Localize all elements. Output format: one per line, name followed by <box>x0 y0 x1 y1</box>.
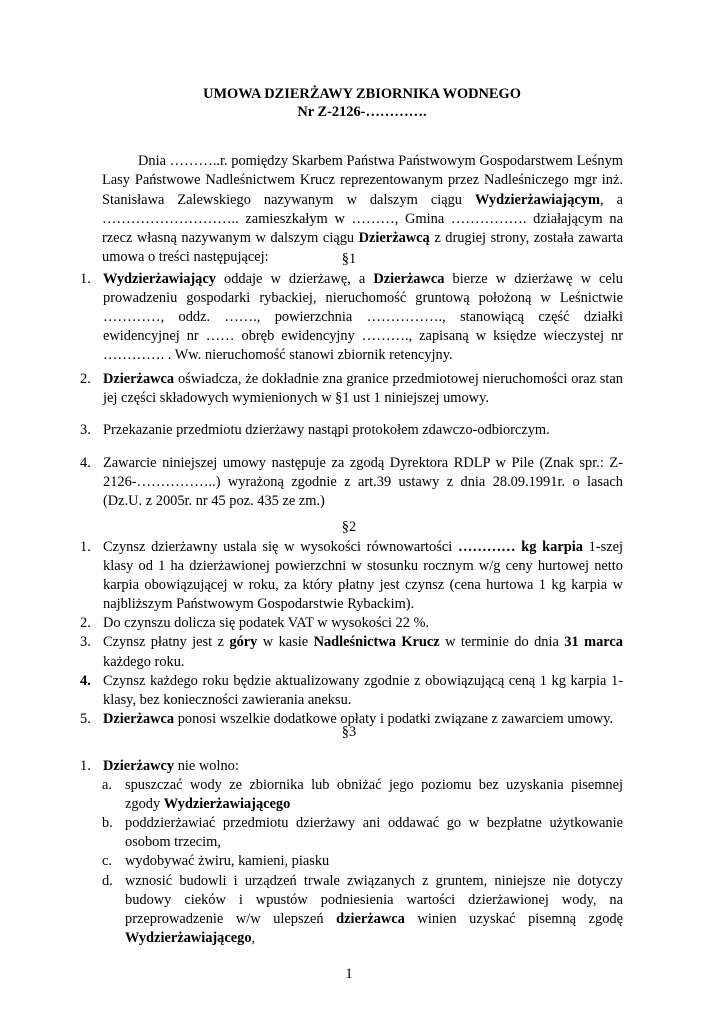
list-item: 3. Czynsz płatny jest z góry w kasie Nadleśnictwa Krucz w terminie do dnia 31 marca każdego roku. <box>80 634 623 670</box>
list-item: 4. Czynsz każdego roku będzie aktualizowany zgodnie z obowiązującą ceną 1 kg karpia 1-klasy, bez konieczności zawierania aneksu. <box>80 672 623 708</box>
list-item: 1. Dzierżawcy nie wolno: a. spuszczać wody ze zbiornika lub obniżać jego poziomu bez uzyskania pisemnej zgody Wydzierżawiającego b. poddzierżawiać przedmiotu dzierżawy ani oddawać go w bezpłatne użytkowanie osobom trzecim, c. wydobywać żwiru, kamieni, piasku d. wznosić budowli i urządzeń trwale związanych z gruntem, niniejsze nie dotyczy budowy cieków i wpustów podniesienia wartości dzierżawionej wody, na przeprowadzenie w/w ulepszeń dzierżawca winien uzyskać pisemną zgodę Wydzierżawiającego, <box>80 757 623 948</box>
list-item: 2. Dzierżawca oświadcza, że dokładnie zna granice przedmiotowej nieruchomości oraz stan jej części składowych wymienionych w §1 ust 1 niniejszej umowy. <box>80 371 623 407</box>
list-item: 4. Zawarcie niniejszej umowy następuje za zgodą Dyrektora RDLP w Pile (Znak spr.: Z-2126-……………..) wyrażoną zgodnie z art.39 ustawy z dnia 28.09.1991r. o lasach (Dz.U. z 2005r. nr 45 poz. 435 ze zm.) <box>80 455 623 510</box>
intro-paragraph: Dnia ………..r. pomiędzy Skarbem Państwa Państwowym Gospodarstwem Leśnym Lasy Państwowe Nadleśnictwem Krucz reprezentowanym przez Nadleśniczego mgr inż. Stanisława Zalewskiego nazywanym w dalszym ciągu Wydzierżawiającym, a ……………………….. zamieszkałym w ………, Gmina ……………. działającym na rzecz własną nazywanym w dalszym ciągu Dzierżawcą z drugiej strony, została zawarta umowa o treści następującej: <box>102 153 623 266</box>
list-item: 1. Wydzierżawiający oddaje w dzierżawę, a Dzierżawca bierze w dzierżawę w celu prowadzeniu gospodarki rybackiej, nieruchomość gruntową położoną w Leśnictwie …………, oddz. ……., powierzchnia ……………., stanowiącą część działki ewidencyjnej nr …… obręb ewidencyjny ………., zapisaną w księdze wieczystej nr …………. . Ww. nieruchomość stanowi zbiornik retencyjny. <box>80 271 623 364</box>
list-item: 3. Przekazanie przedmiotu dzierżawy nastąpi protokołem zdawczo-odbiorczym. <box>80 422 550 438</box>
sub-list-item: d. wznosić budowli i urządzeń trwale związanych z gruntem, niniejsze nie dotyczy budowy cieków i wpustów podniesienia wartości dzierżawionej wody, na przeprowadzenie w/w ulepszeń dzierżawca winien uzyskać pisemną zgodę Wydzierżawiającego, <box>102 872 623 946</box>
section-1-list-3 <box>80 421 623 440</box>
sub-list-item: a. spuszczać wody ze zbiornika lub obniżać jego poziomu bez uzyskania pisemnej zgody Wydzierżawiającego <box>102 777 623 813</box>
sub-list-item: b. poddzierżawiać przedmiotu dzierżawy ani oddawać go w bezpłatne użytkowanie osobom trzecim, <box>102 815 623 851</box>
section-3-list <box>80 757 623 948</box>
page-number: 1 <box>345 966 353 982</box>
contract-number: Nr Z-2126-…………. <box>297 104 427 120</box>
list-item: 2. Do czynszu dolicza się podatek VAT w wysokości 22 %. <box>80 615 430 632</box>
section-2-list <box>80 538 623 729</box>
section-3-sublist <box>80 776 623 948</box>
section-heading-3: §3 <box>341 724 357 740</box>
section-heading-1: §1 <box>341 251 357 267</box>
sub-list-item: c. wydobywać żwiru, kamieni, piasku <box>102 853 330 870</box>
section-1-list <box>80 270 623 365</box>
section-heading-2: §2 <box>341 519 357 535</box>
section-1-list-2 <box>80 370 623 408</box>
document-title: UMOWA DZIERŻAWY ZBIORNIKA WODNEGO <box>203 86 521 102</box>
list-item: 1. Czynsz dzierżawny ustala się w wysokości równowartości ………… kg karpia 1-szej klasy od 1 ha dzierżawionej powierzchni w stosunku rocznym w/g ceny hurtowej netto karpia obowiązującej w roku, za który płatny jest czynsz (cena hurtowa 1 kg karpia w najbliższym Państwowym Gospodarstwie Rybackim). <box>80 539 623 613</box>
list-item: 5. Dzierżawca ponosi wszelkie dodatkowe opłaty i podatki związane z zawarciem umowy. <box>80 710 614 727</box>
section-1-list-4 <box>80 454 623 511</box>
